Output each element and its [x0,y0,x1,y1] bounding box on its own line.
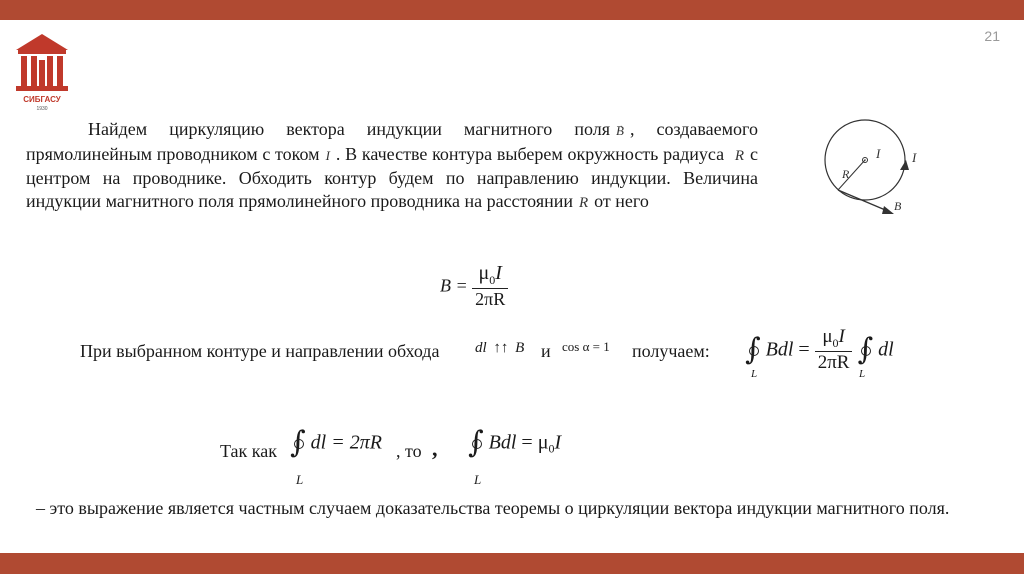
figure-label-I-center: I [876,146,881,161]
university-logo [12,30,72,112]
formula2-L2: L [859,368,866,380]
line2-B: B [515,340,525,356]
formula-B [440,262,508,310]
line3-sub0: 0 [548,441,555,456]
logo-text: СИБГАСУ [23,95,61,104]
para-s3: . В качестве контура выберем окружность радиуса [335,143,725,164]
line3-L2: L [474,472,482,487]
line2-result: получаем: [632,341,710,361]
formula2-Bdl: Bdl [765,338,794,361]
line3-L1: L [296,472,304,487]
formula-B-mu: μ [478,262,490,284]
line3-Bdl: Bdl [488,431,517,454]
formula-circulation-1: ∫ Bdl = $\frac{\mu_0I}{2\pi R}$ ∫ dl L L [745,326,894,380]
figure-label-R: R [842,167,850,181]
bottom-bar [0,553,1024,574]
formula-B-I: I [495,262,502,284]
figure-label-I-arrow: I [912,150,917,165]
formula-B-lhs: B = [440,275,468,296]
line2-dl-parallel-B [475,340,524,357]
symbol-I: I [325,147,330,163]
formula2-dl: dl [878,338,894,361]
logo-year: 1930 [36,106,48,112]
formula2-sub: 0 [832,335,839,350]
line3-text: Так как [220,441,277,461]
formula2-den: 2πR [815,351,853,374]
symbol-vector-B: → B [616,123,624,138]
conclusion-text: – это выражение является частным случаем доказательства теоремы о циркуляции вектора индукции магнитного поля. [36,498,950,518]
symbol-R2: R [579,194,589,211]
formula2-eq: = [798,338,810,361]
symbol-R: R [734,147,745,164]
formula2-I: I [838,326,845,347]
line2-text: При выбранном контуре и направлении обхода [80,341,440,361]
formula-B-den: 2πR [472,288,508,310]
page-number: 21 [984,28,1000,44]
formula2-L1: L [751,368,758,380]
line3-to: , то [396,441,422,461]
line2-cos: cos α = 1 [562,339,610,354]
formula-circulation-2: ∫ Bdl = $\mu_0I$ L [468,425,562,487]
para-s1: Найдем циркуляцию вектора индукции магнитного поля [88,119,610,139]
formula-dl-2piR: ∫ dl = 2πR L [290,425,382,487]
para-s2: , создаваемого прямолинейным проводником с током [26,119,758,164]
formula2-mu: μ [822,326,833,347]
top-bar [0,0,1024,20]
line3-comma: , [432,436,438,461]
para-s4: с центром на проводнике. Обходить контур будем по направлению индукции. Величина индукции магнитного поля прямолинейного проводника на расстоянии [26,143,759,211]
line2-arrows: ↑↑ [493,340,509,356]
line3-I: I [554,431,562,454]
para-s5: от него [594,190,649,211]
line2-dl: dl [475,340,487,356]
circle-contour-figure [810,118,920,228]
formula-B-sub: 0 [489,273,496,287]
line2-and: и [541,341,551,361]
line3-eq: = μ [521,431,549,454]
intro-paragraph [26,118,758,214]
figure-label-B: B [894,199,902,213]
line3-dl-eq: dl = 2πR [310,431,382,454]
